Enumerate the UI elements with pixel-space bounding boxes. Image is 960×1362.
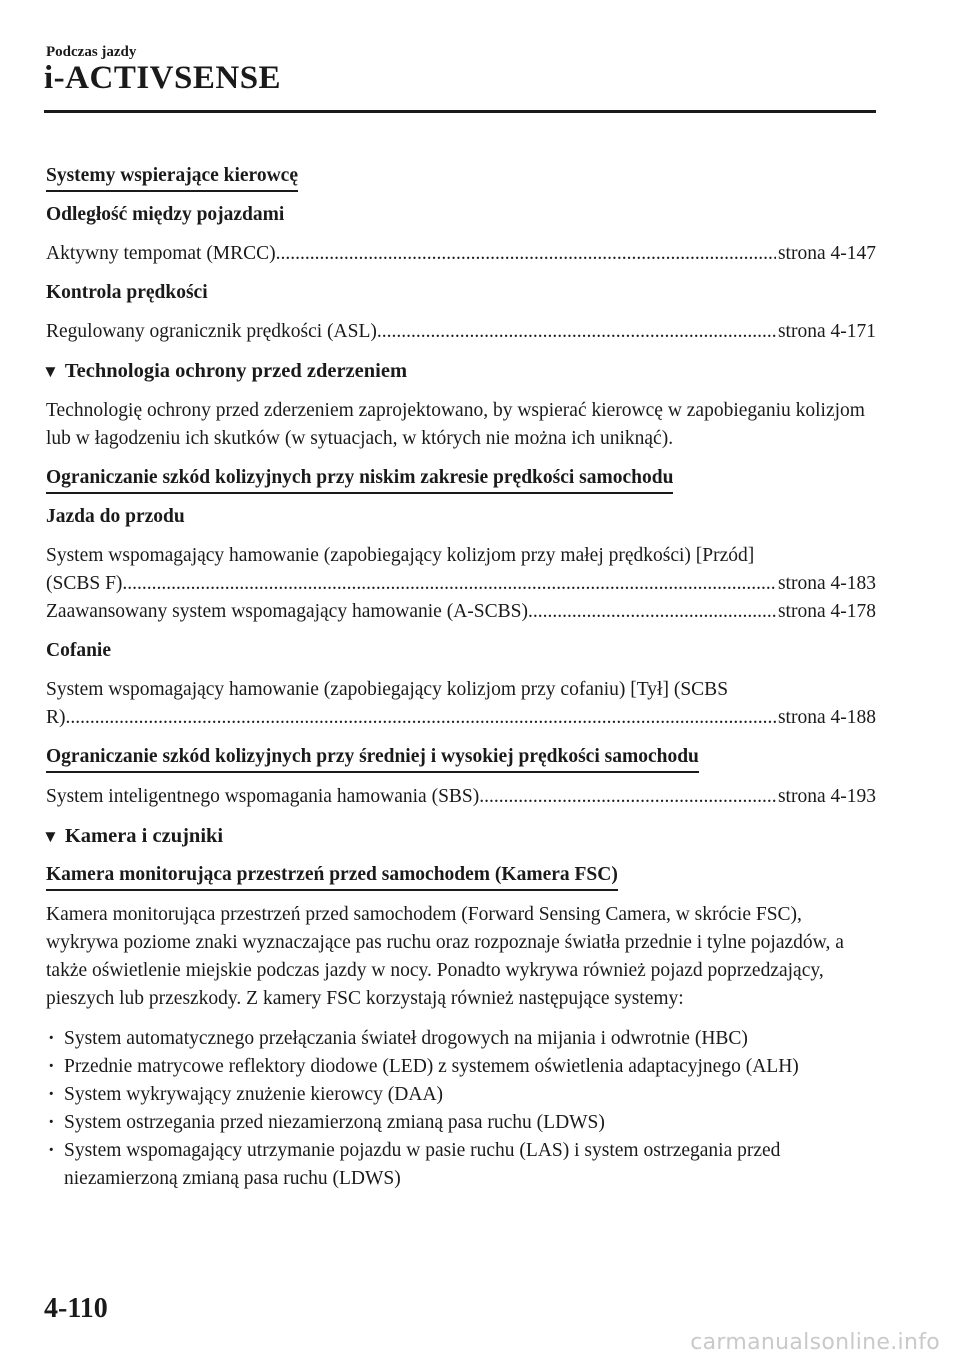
leader-dots [66,704,776,732]
ref-sbs[interactable] [46,783,876,811]
leader-dots [276,240,776,268]
ref-label: R) [46,707,66,728]
list-item [46,1053,876,1081]
ref-label: Regulowany ogranicznik prędkości (ASL) [46,321,377,342]
chapter-title: i-ACTIVSENSE [44,60,282,96]
leader-dots [377,318,776,346]
list-item-text: System automatycznego przełączania świateł drogowych na mijania i odwrotnie (HBC) [64,1028,748,1049]
ref-asl[interactable] [46,318,876,346]
section-camera-title [42,823,876,850]
page-reference[interactable]: strona 4-193 [777,786,876,807]
collision-intro: Technologię ochrony przed zderzeniem zaprojektowano, by wspierać kierowcę w zapobieganiu kolizjom lub w łagodzeniu ich skutków (w sytuacjach, w których nie można ich uniknąć). [46,400,865,449]
fsc-text: Kamera monitorująca przestrzeń przed samochodem (Forward Sensing Camera, w skrócie FSC), wykrywa poziome znaki wyznaczające pas ruchu oraz rozpoznaje światła przednie i tylne pojazdów, a także oświetlenie miejskie podczas jazdy w nocy. Ponadto wykrywa również pojazd poprzedzający, pieszych lub przeszkody. Z kamery FSC korzystają również następujące systemy: [46,904,844,1009]
list-item-text: Przednie matrycowe reflektory diodowe (LED) z systemem oświetlenia adaptacyjnego (ALH) [64,1056,799,1077]
ref-scbs-f-line1: System wspomagający hamowanie (zapobiegający kolizjom przy małej prędkości) [Przód] [46,545,755,566]
leader-dots [528,598,776,626]
bullet-dot-icon: · [48,1140,55,1161]
section-collision-label: Technologia ochrony przed zderzeniem [64,360,408,382]
page-reference[interactable]: strona 4-183 [777,573,876,594]
ref-label: Zaawansowany system wspomagający hamowanie (A-SCBS) [46,601,528,622]
speed-title: Kontrola prędkości [46,282,208,303]
page-reference[interactable]: strona 4-188 [777,707,876,728]
ref-label: Aktywny tempomat (MRCC) [46,243,276,264]
list-item [46,1137,876,1193]
reverse-title: Cofanie [46,640,111,661]
list-item-text: System wykrywający znużenie kierowcy (DAA) [64,1084,444,1105]
section-collision-title [42,358,876,385]
bullet-dot-icon: · [48,1028,55,1049]
section-camera-label: Kamera i czujniki [64,825,224,847]
page-reference[interactable]: strona 4-178 [777,601,876,622]
ref-label: (SCBS F) [46,573,123,594]
bullet-dot-icon: · [48,1112,55,1133]
header-rule [44,110,876,113]
section-driver-support-title: Systemy wspierające kierowcę [46,163,298,192]
leader-dots [122,570,776,598]
running-head: Podczas jazdy [46,44,137,60]
page-number: 4-110 [44,1293,108,1324]
ref-label: System inteligentnego wspomagania hamowania (SBS) [46,786,480,807]
page-reference[interactable]: strona 4-171 [777,321,876,342]
mid-high-speed-title: Ograniczanie szkód kolizyjnych przy średniej i wysokiej prędkości samochodu [46,744,699,773]
page-reference[interactable]: strona 4-147 [777,243,876,264]
distance-title: Odległość między pojazdami [46,204,285,225]
list-item-text: System ostrzegania przed niezamierzoną zmianą pasa ruchu (LDWS) [64,1112,605,1133]
triangle-down-icon: ▼ [42,827,59,846]
fsc-systems-list [46,1025,876,1193]
ref-ascbs[interactable] [46,598,876,626]
list-item [46,1109,876,1137]
watermark: carmanualsonline.info [690,1330,940,1355]
ref-scbs-r[interactable] [46,704,876,732]
content [42,163,876,1193]
ref-scbs-f[interactable] [46,570,876,598]
bullet-dot-icon: · [48,1056,55,1077]
low-speed-title: Ograniczanie szkód kolizyjnych przy niskim zakresie prędkości samochodu [46,465,673,494]
list-item-text: System wspomagający utrzymanie pojazdu w pasie ruchu (LAS) i system ostrzegania przed niezamierzoną zmianą pasa ruchu (LDWS) [64,1140,781,1189]
ref-mrcc[interactable] [46,240,876,268]
triangle-down-icon: ▼ [42,362,59,381]
ref-scbs-r-line1: System wspomagający hamowanie (zapobiegający kolizjom przy cofaniu) [Tył] (SCBS [46,679,729,700]
list-item [46,1025,876,1053]
leader-dots [479,783,776,811]
fsc-title: Kamera monitorująca przestrzeń przed samochodem (Kamera FSC) [46,862,618,891]
list-item [46,1081,876,1109]
bullet-dot-icon: · [48,1084,55,1105]
forward-title: Jazda do przodu [46,506,185,527]
